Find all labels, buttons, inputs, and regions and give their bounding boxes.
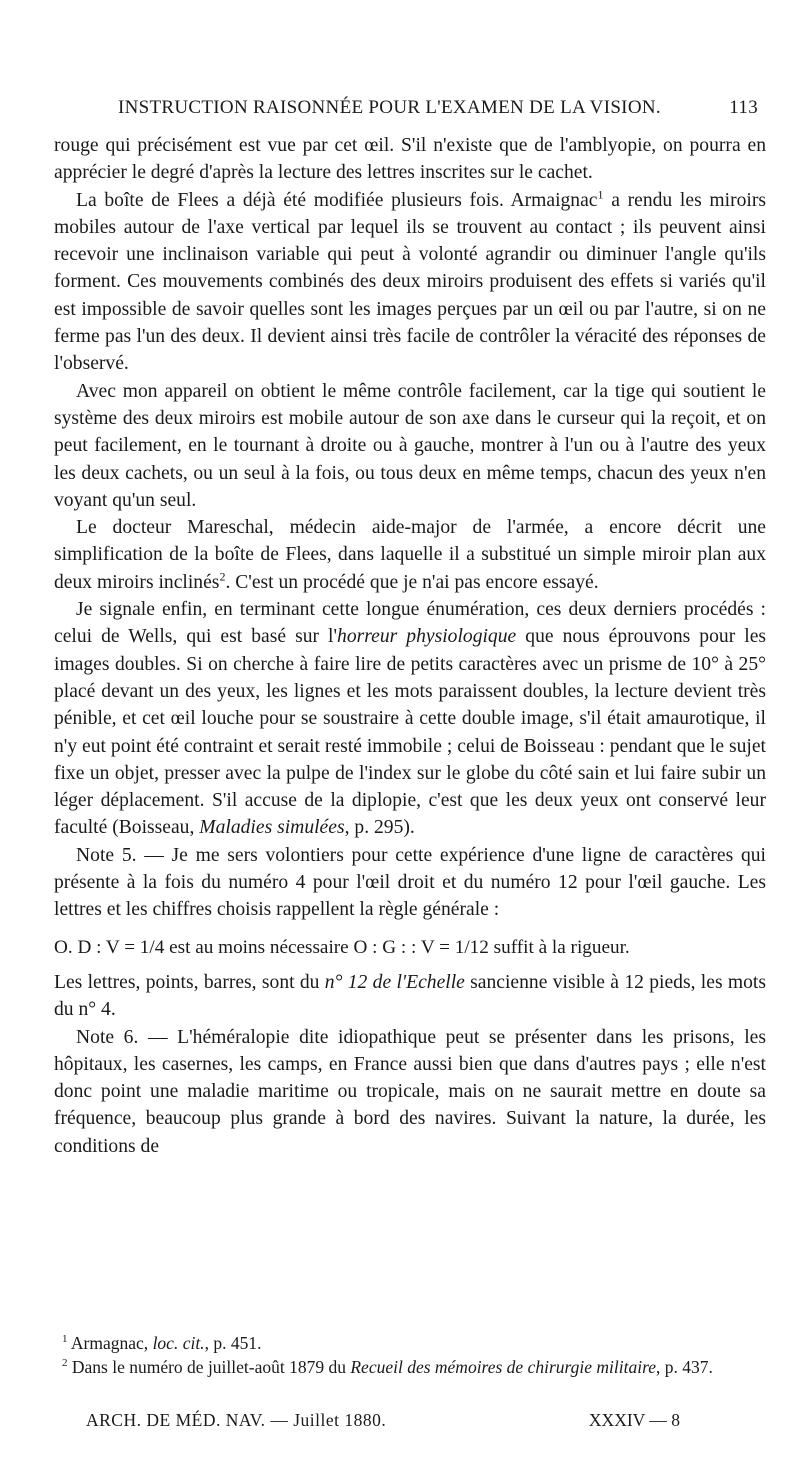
body-text xyxy=(54,132,766,1160)
formula-line: O. D : V = 1/4 est au moins nécessaire O : G : : V = 1/12 suffit à la rigueur. xyxy=(54,936,630,958)
paragraph-2: La boîte de Flees a déjà été modifiée plusieurs fois. Armaignac$^1$ a rendu les miroirs mobiles autour de l'axe vertical par lequel ils se trouvent au contact ; ils peuvent ainsi recevoir une inclinaison variable qui peut à volonté agrandir ou diminuer l'angle qu'ils forment. Ces mouvements combinés des deux miroirs produisent des effets si variés qu'il est impossible de savoir quelles sont les images perçues par un œil ou par l'autre, si on ne ferme pas l'un des deux. Il devient ainsi très facile de contrôler la véracité des réponses de l'observé. xyxy=(54,187,766,375)
footer-signature: XXXIV — 8 xyxy=(588,1410,680,1430)
page-number: 113 xyxy=(729,97,758,118)
paragraph-5: Je signale enfin, en terminant cette longue énumération, ces deux derniers procédés : celui de Wells, qui est basé sur l'horreur physiologique que nous éprouvons pour les images doubles. Si on cherche à faire lire de petits caractères avec un prisme de 10° à 25° placé devant un des yeux, les lignes et les mots paraissent doubles, la lecture devient très pénible, et cet œil louche pour se soustraire à cette double image, s'il était amaurotique, il n'y eut point été contraint et serait resté immobile ; celui de Boisseau : pendant que le sujet fixe un objet, presser avec la pulpe de l'index sur le globe du côté sain et lui faire subir un léger déplacement. S'il accuse de la diplopie, c'est que les deux yeux ont conservé leur faculté (Boisseau, Maladies simulées, p. 295). xyxy=(54,599,767,839)
italic-reference: n° 12 de l'Echelle xyxy=(324,971,465,993)
footnotes xyxy=(54,1331,766,1379)
footer-journal: ARCH. DE MÉD. NAV. — Juillet 1880. xyxy=(86,1410,387,1430)
footnote-ref-1: 1 xyxy=(597,187,604,202)
paragraph-4: Le docteur Mareschal, médecin aide-major de l'armée, a encore décrit une simplification de la boîte de Flees, dans laquelle il a substitué un simple miroir plan aux deux miroirs inclinés$^2$. C'est un procédé que je n'ai pas encore essayé. xyxy=(54,517,766,593)
note-6: Note 6. — L'héméralopie dite idiopathique peut se présenter dans les prisons, les hôpitaux, les casernes, les camps, en France aussi bien que dans d'autres pays ; elle n'est donc point une maladie maritime ou tropicale, mais on ne saurait mettre en doute sa fréquence, beaucoup plus grande à bord des navires. Suivant la nature, la durée, les conditions de xyxy=(54,1026,766,1157)
page-footer xyxy=(86,1410,680,1436)
header-title: INSTRUCTION RAISONNÉE POUR L'EXAMEN DE LA VISION. xyxy=(118,97,661,118)
footnote-ref-2: 2 xyxy=(219,569,226,584)
footnote-1: $^1$ Armagnac, loc. cit., p. 451. xyxy=(62,1333,262,1353)
italic-title: Maladies simulées xyxy=(199,817,345,839)
paragraph-7: Les lettres, points, barres, sont du n° 12 de l'Echelle sancienne visible à 12 pieds, les mots du n° 4. xyxy=(54,971,767,1021)
italic-term: horreur physiologique xyxy=(337,626,517,648)
paragraph-3: Avec mon appareil on obtient le même contrôle facilement, car la tige qui soutient le système des deux miroirs est mobile autour de son axe dans le curseur qui la reçoit, et on peut facilement, en le tournant à droite ou à gauche, montrer à l'un ou à l'autre des yeux les deux cachets, ou un seul à la fois, ou tous deux en même temps, chacun des yeux n'en voyant qu'un seul. xyxy=(54,380,766,511)
running-header xyxy=(118,97,758,127)
note-5: Note 5. — Je me sers volontiers pour cette expérience d'une ligne de caractères qui présente à la fois du numéro 4 pour l'œil droit et du numéro 12 pour l'œil gauche. Les lettres et les chiffres choisis rappellent la règle générale : xyxy=(54,844,766,921)
footnote-2: $^2$ Dans le numéro de juillet-août 1879 du Recueil des mémoires de chirurgie militaire, p. 437. xyxy=(62,1357,713,1377)
paragraph-1: rouge qui précisément est vue par cet œil. S'il n'existe que de l'amblyopie, on pourra en apprécier le degré d'après la lecture des lettres inscrites sur le cachet. xyxy=(54,135,766,184)
